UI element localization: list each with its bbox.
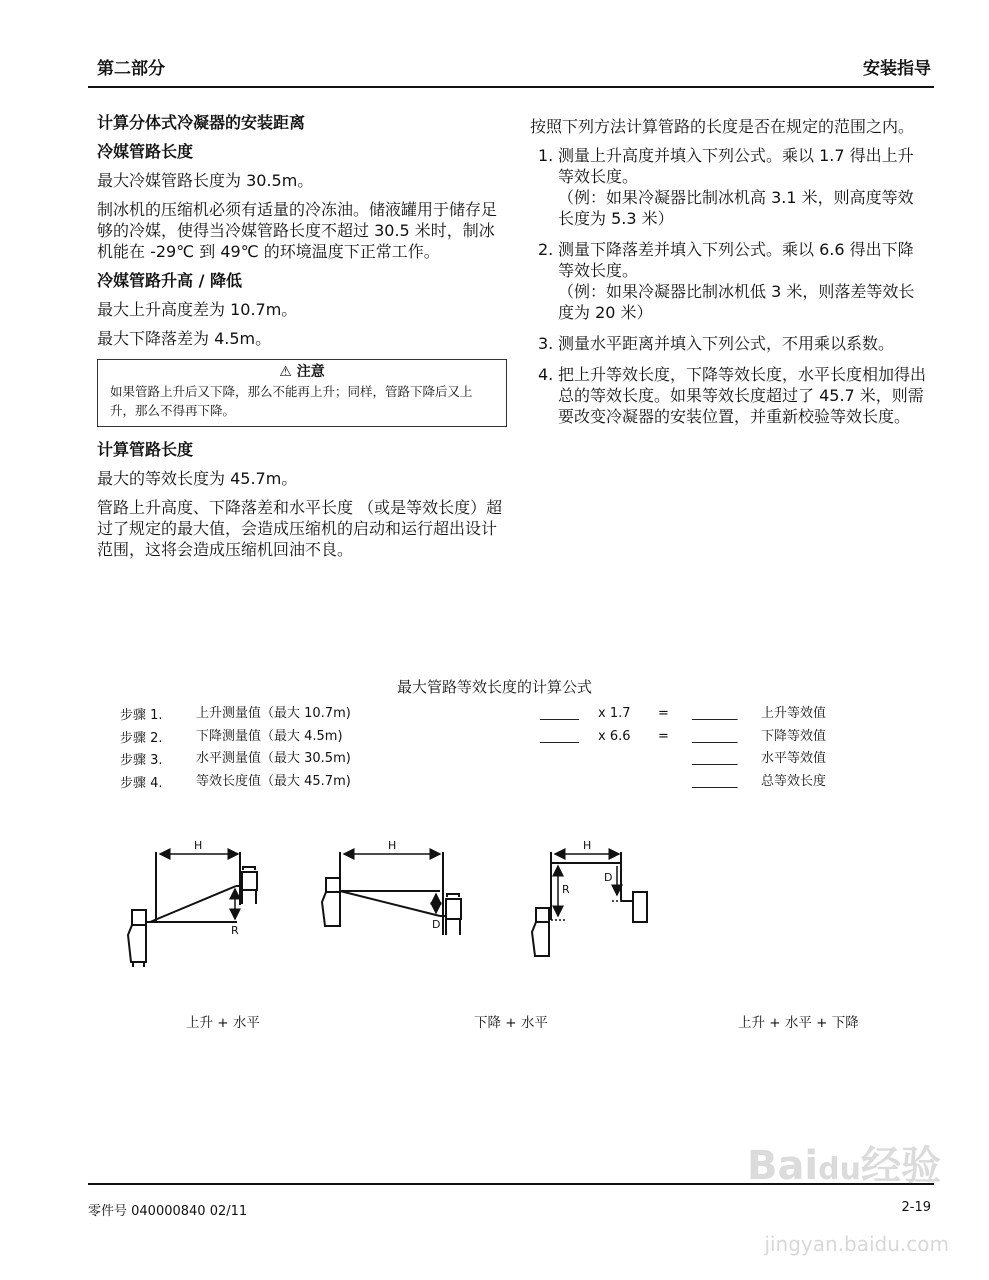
formula-blanks: ______ ______ <box>540 706 579 744</box>
formula-result-blanks: _______ _______ _______ _______ <box>692 706 738 789</box>
section-label: 第二部分 <box>97 59 165 79</box>
dim-label-d: D <box>432 918 441 931</box>
subheading: 计算管路长度 <box>97 440 194 459</box>
paragraph: 最大冷媒管路长度为 30.5m。 <box>97 171 314 190</box>
diagram-caption: 下降 + 水平 <box>474 1015 548 1031</box>
step-item: 1. 测量上升高度并填入下列公式。乘以 1.7 得出上升等效长度。 （例：如果冷凝器比制冰机高 3.1 米，则高度等效长度为 5.3 米） <box>538 146 914 228</box>
chapter-label: 安装指导 <box>863 59 931 79</box>
formula-multipliers: x 1.7 x 6.6 <box>598 706 631 744</box>
main-heading: 计算分体式冷凝器的安装距离 <box>97 113 306 132</box>
dim-label-h: H <box>388 839 397 852</box>
formula-descriptions: 上升测量值（最大 10.7m) 下降测量值（最大 4.5m) 水平测量值（最大 30.5m) 等效长度值（最大 45.7m) <box>196 706 351 789</box>
warning-icon: ⚠ <box>279 364 292 380</box>
formula-steps: 步骤 1. 步骤 2. 步骤 3. 步骤 4. <box>120 708 163 791</box>
part-number: 零件号 040000840 02/11 <box>88 1204 248 1219</box>
paragraph: 按照下列方法计算管路的长度是否在规定的范围之内。 <box>530 117 915 136</box>
diagram-rise-horizontal <box>128 852 257 967</box>
paragraph: 最大的等效长度为 45.7m。 <box>97 469 298 488</box>
dim-label-d: D <box>604 871 613 884</box>
caution-title: 注意 <box>296 364 325 380</box>
formula-equals: = = <box>658 706 669 744</box>
dim-label-r: R <box>562 883 570 896</box>
step-item: 2. 测量下降落差并填入下列公式。乘以 6.6 得出下降等效长度。 （例：如果冷凝器比制冰机低 3 米，则落差等效长度为 20 米） <box>538 240 915 322</box>
dim-label-r: R <box>231 924 239 937</box>
paragraph: 管路上升高度、下降落差和水平长度 （或是等效长度）超过了规定的最大值，会造成压缩机的启动和运行超出设计范围，这将会造成压缩机回油不良。 <box>97 498 503 559</box>
step-item: 4. 把上升等效长度，下降等效长度，水平长度相加得出总的等效长度。如果等效长度超过了 45.7 米，则需要改变冷凝器的安装位置，并重新校验等效长度。 <box>538 365 927 426</box>
formula-title: 最大管路等效长度的计算公式 <box>396 678 592 696</box>
diagram-rise-horizontal-drop <box>532 852 647 956</box>
page-number: 2-19 <box>901 1200 931 1215</box>
formula-results: 上升等效值 下降等效值 水平等效值 总等效长度 <box>761 706 827 789</box>
subheading: 冷媒管路升高 / 降低 <box>97 271 242 290</box>
diagram-caption: 上升 + 水平 <box>186 1015 260 1031</box>
caution-text: 如果管路上升后又下降，那么不能再上升；同样，管路下降后又上升，那么不得再下降。 <box>110 384 473 418</box>
dim-label-h: H <box>583 839 592 852</box>
paragraph: 制冰机的压缩机必须有适量的冷冻油。储液罐用于储存足够的冷媒，使得当冷媒管路长度不超过 30.5 米时，制冰机能在 -29℃ 到 49℃ 的环境温度下正常工作。 <box>97 200 498 261</box>
diagram-caption: 上升 + 水平 + 下降 <box>738 1015 859 1031</box>
paragraph: 最大上升高度差为 10.7m。 <box>97 300 298 319</box>
watermark-url: jingyan.baidu.com <box>764 1232 949 1256</box>
dim-label-h: H <box>194 839 203 852</box>
paragraph: 最大下降落差为 4.5m。 <box>97 329 272 348</box>
step-item: 3. 测量水平距离并填入下列公式，不用乘以系数。 <box>538 334 895 353</box>
watermark-logo: Baidu经验 <box>746 1143 941 1189</box>
subheading: 冷媒管路长度 <box>97 142 194 161</box>
